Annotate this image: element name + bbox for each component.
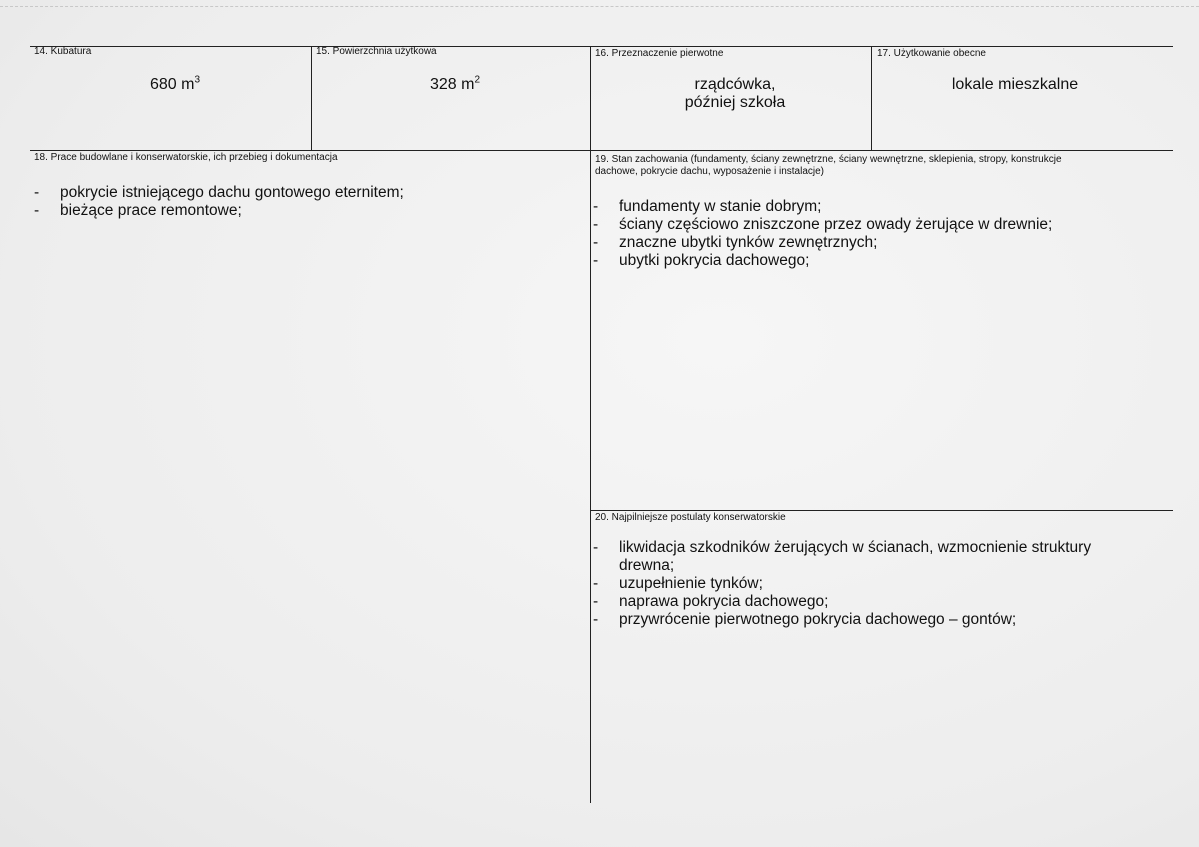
dash-bullet: - xyxy=(593,575,599,592)
postulaty-item-4: przywrócenie pierwotnego pokrycia dachowego – gontów; xyxy=(619,611,1017,628)
list-item xyxy=(34,184,574,202)
kubatura-exponent: 3 xyxy=(194,74,201,86)
column-divider-2 xyxy=(590,46,591,803)
section-label-stan: 19. Stan zachowania (fundamenty, ściany zewnętrzne, ściany wewnętrzne, sklepienia, stropy, konstrukcje dachowe, pokrycie dachu, wyposażenie i instalacje) xyxy=(595,154,1062,177)
przeznaczenie-line-2: później szkoła xyxy=(684,94,786,111)
section-label-prace: 18. Prace budowlane i konserwatorskie, ich przebieg i dokumentacja xyxy=(34,152,338,163)
prace-list xyxy=(34,184,574,220)
list-item xyxy=(593,575,1133,593)
dash-bullet: - xyxy=(593,234,599,251)
column-divider-3 xyxy=(871,46,872,150)
field-label-przeznaczenie: 16. Przeznaczenie pierwotne xyxy=(595,48,724,59)
dash-bullet: - xyxy=(593,593,599,610)
list-item xyxy=(593,252,1163,270)
column-divider-1 xyxy=(311,46,312,150)
dash-bullet: - xyxy=(593,611,599,628)
field-label-powierzchnia: 15. Powierzchnia użytkowa xyxy=(316,46,437,57)
field-value-kubatura xyxy=(120,76,230,94)
field-value-uzytkowanie: lokale mieszkalne xyxy=(951,76,1079,93)
list-item xyxy=(593,216,1163,234)
przeznaczenie-line-1: rządcówka, xyxy=(694,76,776,93)
list-item xyxy=(593,593,1133,611)
dash-bullet: - xyxy=(593,252,599,269)
section-label-postulaty: 20. Najpilniejsze postulaty konserwatorskie xyxy=(595,512,786,523)
postulaty-list xyxy=(593,539,1133,629)
dash-bullet: - xyxy=(34,202,40,219)
field-value-powierzchnia xyxy=(400,76,510,94)
row-divider-2 xyxy=(590,510,1173,511)
dash-bullet: - xyxy=(34,184,40,201)
field-value-przeznaczenie xyxy=(650,76,820,112)
prace-item-1: pokrycie istniejącego dachu gontowego eternitem; xyxy=(60,184,404,201)
field-label-kubatura: 14. Kubatura xyxy=(34,46,92,57)
list-item xyxy=(593,234,1163,252)
list-item xyxy=(593,611,1133,629)
dash-bullet: - xyxy=(593,539,599,556)
stan-item-4: ubytki pokrycia dachowego; xyxy=(619,252,810,269)
list-item xyxy=(593,539,1133,575)
table-top-border xyxy=(30,46,1173,47)
postulaty-item-1: likwidacja szkodników żerujących w ścianach, wzmocnienie struktury drewna; xyxy=(619,539,1092,574)
powierzchnia-exponent: 2 xyxy=(474,74,481,86)
list-item xyxy=(34,202,574,220)
postulaty-item-2: uzupełnienie tynków; xyxy=(619,575,763,592)
row-divider-1 xyxy=(30,150,1173,151)
stan-list xyxy=(593,198,1163,270)
stan-item-2: ściany częściowo zniszczone przez owady żerujące w drewnie; xyxy=(619,216,1053,233)
page-edge-mark xyxy=(0,6,1199,7)
stan-item-1: fundamenty w stanie dobrym; xyxy=(619,198,822,215)
postulaty-item-3: naprawa pokrycia dachowego; xyxy=(619,593,829,610)
kubatura-number: 680 m xyxy=(149,76,195,93)
stan-item-3: znaczne ubytki tynków zewnętrznych; xyxy=(619,234,878,251)
powierzchnia-number: 328 m xyxy=(429,76,475,93)
field-label-uzytkowanie: 17. Użytkowanie obecne xyxy=(877,48,986,59)
dash-bullet: - xyxy=(593,216,599,233)
prace-item-2: bieżące prace remontowe; xyxy=(60,202,242,219)
list-item xyxy=(593,198,1163,216)
dash-bullet: - xyxy=(593,198,599,215)
